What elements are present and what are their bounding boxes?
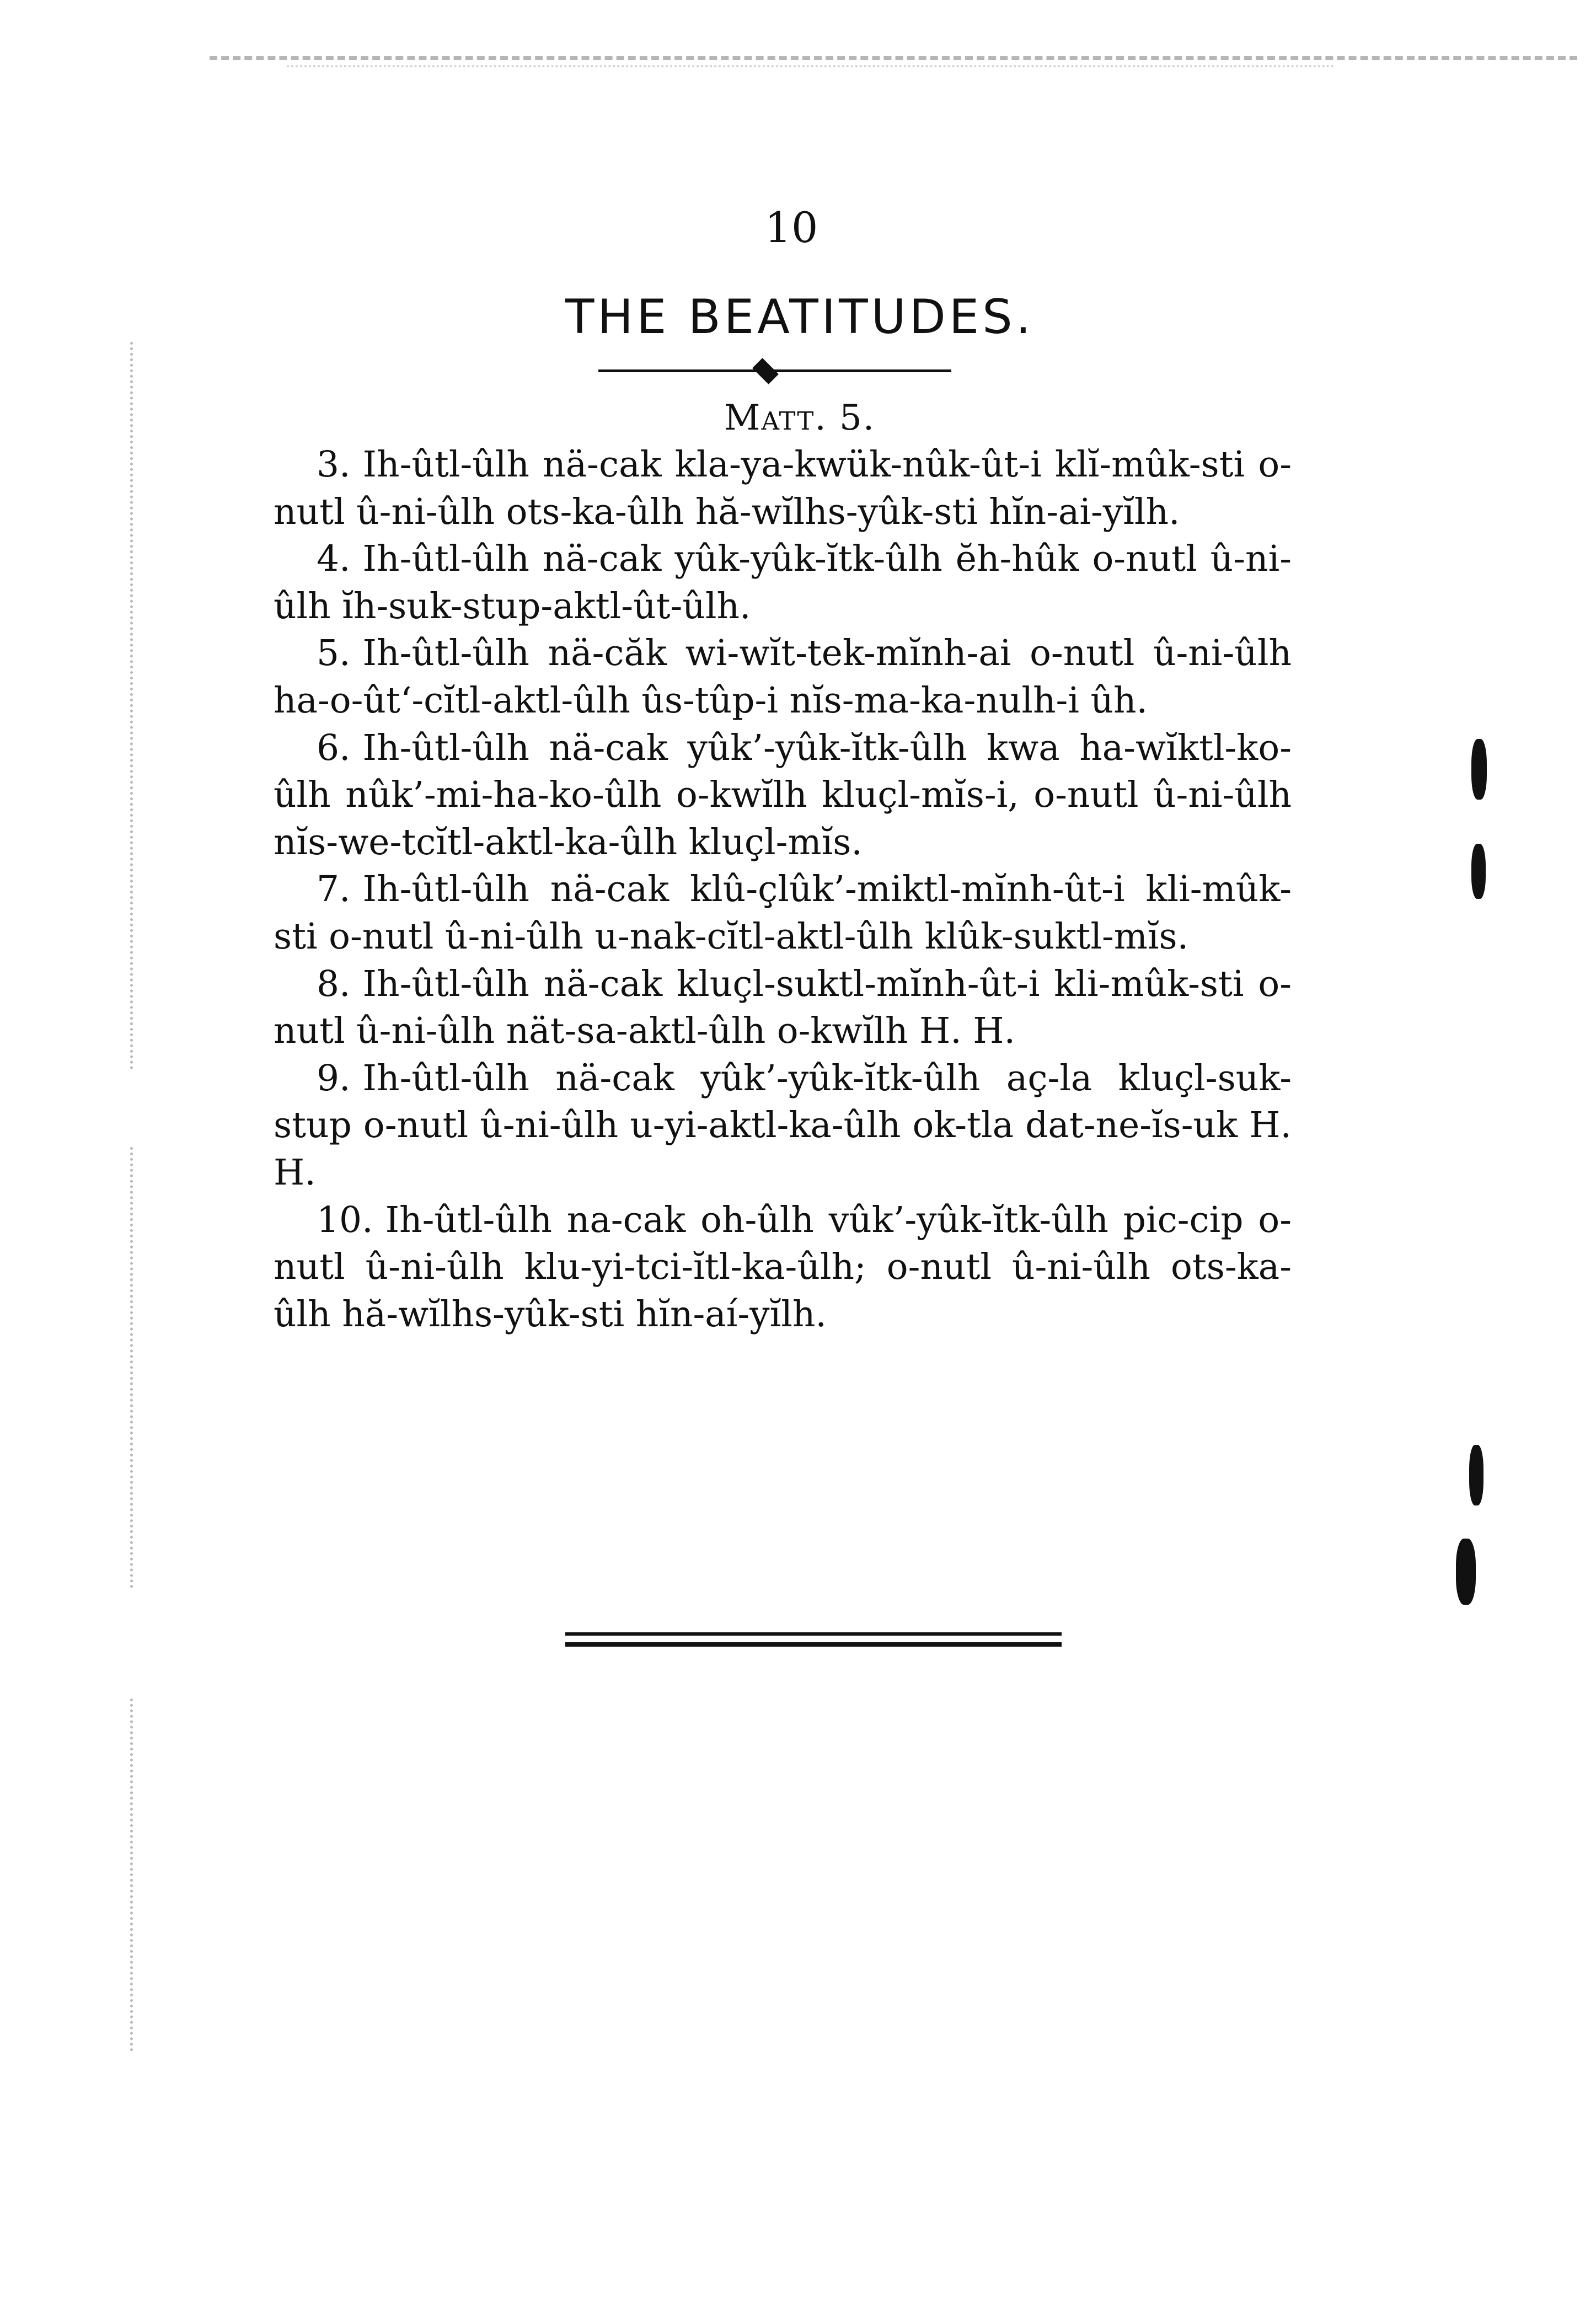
verse — [274, 961, 1292, 1055]
scan-edge-noise — [287, 65, 1335, 67]
scan-ink-blot — [1469, 1445, 1483, 1505]
verse-text: Ih-ûtl-ûlh nä-cak kla-ya-kwük-nûk-ût-i klĭ-mûk-sti o-nutl û-ni-ûlh ots-ka-ûlh hă-wĭlhs-yûk-sti hĭn-ai-yĭlh. — [274, 444, 1292, 533]
reference-chapter: 5. — [827, 398, 876, 438]
verse-list — [274, 441, 1292, 1338]
reference-book-initial: M — [724, 398, 762, 438]
verse-number: 9. — [317, 1057, 351, 1099]
verse-number: 10. — [317, 1199, 373, 1241]
scan-margin-line — [130, 1147, 133, 1588]
scan-edge-noise — [210, 56, 1577, 60]
verse — [274, 441, 1292, 535]
end-rule-line — [565, 1632, 1062, 1636]
title-ornament-rule — [598, 364, 951, 377]
ornament-diamond — [752, 358, 779, 384]
end-rule-line — [565, 1642, 1062, 1647]
verse — [274, 1055, 1292, 1197]
verse-text: Ih-ûtl-ûlh nä-cak yûk’-yûk-ĭtk-ûlh aç-la kluçl-suk-stup o-nutl û-ni-ûlh u-yi-aktl-ka-ûlh ok-tla dat-ne-ĭs-uk H. H. — [274, 1057, 1292, 1193]
verse-number: 8. — [317, 963, 351, 1005]
page-number: 10 — [764, 203, 818, 252]
verse-text: Ih-ûtl-ûlh nä-cak yûk-yûk-ĭtk-ûlh ĕh-hûk o-nutl û-ni-ûlh ĭh-suk-stup-aktl-ût-ûlh. — [274, 538, 1292, 627]
scan-margin-line — [130, 342, 133, 1070]
scan-ink-blot — [1471, 844, 1486, 899]
verse — [274, 1197, 1292, 1338]
verse-number: 6. — [317, 727, 351, 769]
end-double-rule — [565, 1632, 1062, 1647]
page-title: THE BEATITUDES. — [565, 290, 1035, 345]
verse-text: Ih-ûtl-ûlh na-cak oh-ûlh vûk’-yûk-ĭtk-ûlh pic-cip o-nutl û-ni-ûlh klu-yi-tci-ĭtl-ka-ûlh; o-nutl û-ni-ûlh ots-ka-ûlh hă-wĭlhs-yûk-sti hĭn-aí-yĭlh. — [274, 1199, 1292, 1335]
verse-number: 4. — [317, 538, 351, 580]
verse-number: 5. — [317, 633, 351, 674]
verse-text: Ih-ûtl-ûlh nä-cak yûk’-yûk-ĭtk-ûlh kwa ha-wĭktl-ko-ûlh nûk’-mi-ha-ko-ûlh o-kwĭlh kluçl-mĭs-i, o-nutl û-ni-ûlh nĭs-we-tcĭtl-aktl-ka-ûlh kluçl-mĭs. — [274, 727, 1292, 863]
verse — [274, 630, 1292, 724]
scan-ink-blot — [1456, 1539, 1476, 1605]
verse-number: 3. — [317, 444, 351, 485]
verse — [274, 725, 1292, 866]
verse — [274, 866, 1292, 960]
scan-margin-line — [130, 1698, 133, 2051]
verse — [274, 535, 1292, 630]
verse-text: Ih-ûtl-ûlh nä-cak kluçl-suktl-mĭnh-ût-i kli-mûk-sti o-nutl û-ni-ûlh nät-sa-aktl-ûlh o-kwĭlh H. H. — [274, 963, 1292, 1052]
reference-book-rest: att. — [761, 398, 827, 438]
scripture-reference — [629, 396, 971, 440]
verse-number: 7. — [317, 869, 351, 910]
verse-text: Ih-ûtl-ûlh nä-căk wi-wĭt-tek-mĭnh-ai o-nutl û-ni-ûlh ha-o-ût‘-cĭtl-aktl-ûlh ûs-tûp-i nĭs-ma-ka-nulh-i ûh. — [274, 633, 1292, 721]
verse-text: Ih-ûtl-ûlh nä-cak klû-çlûk’-miktl-mĭnh-ût-i kli-mûk-sti o-nutl û-ni-ûlh u-nak-cĭtl-aktl-ûlh klûk-suktl-mĭs. — [274, 869, 1292, 957]
scan-ink-blot — [1471, 739, 1487, 800]
